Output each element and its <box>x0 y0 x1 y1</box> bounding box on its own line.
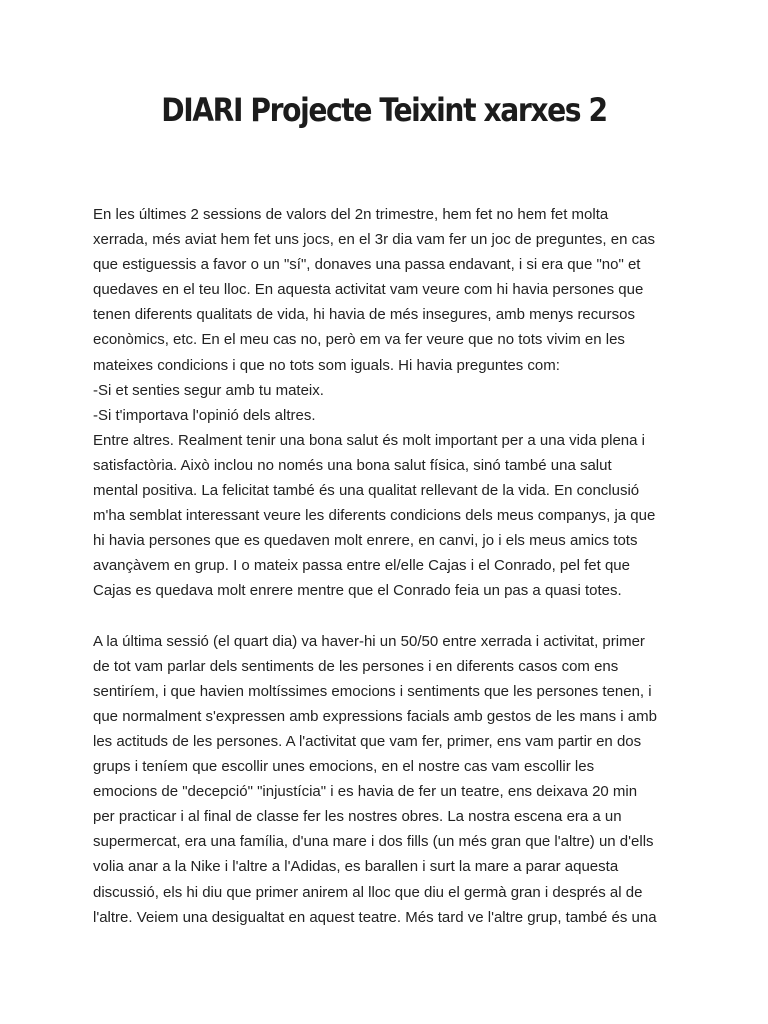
text-line: que normalment s'expressen amb expressions facials amb gestos de les mans i amb <box>93 707 657 725</box>
text-line: supermercat, era una família, d'una mare i dos fills (un més gran que l'altre) un d'ells <box>93 833 654 851</box>
paragraph-2 <box>93 629 683 930</box>
text-line: quedaves en el teu lloc. En aquesta activitat vam veure com hi havia persones que <box>93 281 644 299</box>
text-line: sentiríem, i que havien moltíssimes emocions i sentiments que les persones tenen, i <box>93 682 652 700</box>
text-line: les actituds de les persones. A l'activitat que vam fer, primer, ens vam partir en dos <box>93 732 642 750</box>
document-title: DIARI Projecte Teixint xarxes 2 <box>161 91 607 129</box>
document-body <box>93 202 683 930</box>
text-line: m'ha semblat interessant veure les diferents condicions dels meus companys, ja que <box>93 507 656 525</box>
text-line: satisfactòria. Això inclou no només una bona salut física, sinó també una salut <box>93 456 612 474</box>
text-line: mental positiva. La felicitat també és una qualitat rellevant de la vida. En conclusió <box>93 482 640 500</box>
text-line: -Si et senties segur amb tu mateix. <box>93 381 324 399</box>
text-line: l'altre. Veiem una desigualtat en aquest teatre. Més tard ve l'altre grup, també és una <box>93 908 657 926</box>
text-line: hi havia persones que es quedaven molt enrere, en canvi, jo i els meus amics tots <box>93 532 638 550</box>
text-line: grups i teníem que escollir unes emocions, en el nostre cas vam escollir les <box>93 758 595 776</box>
text-line: Cajas es quedava molt enrere mentre que el Conrado feia un pas a quasi totes. <box>93 582 622 600</box>
text-line: econòmics, etc. En el meu cas no, però em va fer veure que no tots vivim en les <box>93 331 625 349</box>
text-line: per practicar i al final de classe fer les nostres obres. La nostra escena era a un <box>93 808 622 826</box>
text-line: A la última sessió (el quart dia) va haver-hi un 50/50 entre xerrada i activitat, primer <box>93 632 645 650</box>
text-line: Entre altres. Realment tenir una bona salut és molt important per a una vida plena i <box>93 431 645 449</box>
text-line: que estiguessis a favor o un "sí", donaves una passa endavant, i si era que "no" et <box>93 256 641 274</box>
text-line: avançàvem en grup. I o mateix passa entre el/elle Cajas i el Conrado, pel fet que <box>93 557 630 575</box>
text-line: discussió, els hi diu que primer anirem al lloc que diu el germà gran i després al de <box>93 883 643 901</box>
text-line: volia anar a la Nike i l'altre a l'Adidas, es barallen i surt la mare a parar aquesta <box>93 858 619 876</box>
text-line: En les últimes 2 sessions de valors del 2n trimestre, hem fet no hem fet molta <box>93 206 609 223</box>
text-line: -Si t'importava l'opinió dels altres. <box>93 406 316 424</box>
text-line: emocions de "decepció" "injustícia" i es havia de fer un teatre, ens deixava 20 min <box>93 783 638 801</box>
paragraph-1 <box>93 202 683 604</box>
text-line: xerrada, més aviat hem fet uns jocs, en el 3r dia vam fer un joc de preguntes, en cas <box>93 231 655 249</box>
text-line: tenen diferents qualitats de vida, hi havia de més insegures, amb menys recursos <box>93 306 635 324</box>
text-line: mateixes condicions i que no tots som iguals. Hi havia preguntes com: <box>93 356 560 374</box>
text-line: de tot vam parlar dels sentiments de les persones i en diferents casos com ens <box>93 657 619 675</box>
paragraph-gap <box>93 604 683 629</box>
